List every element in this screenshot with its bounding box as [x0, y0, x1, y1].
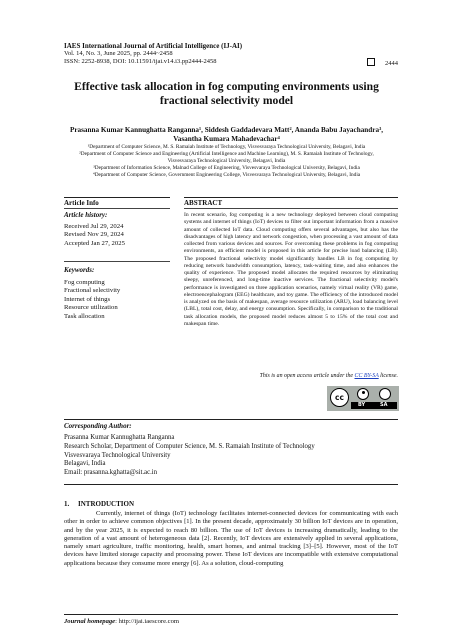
page-number-block [367, 58, 398, 67]
cc-by-sa-badge[interactable] [327, 386, 399, 411]
authors-line: Vasantha Kumara Mahadevachar⁴ [173, 135, 280, 143]
affiliation-line: ³Department of Information Science, Malnad College of Engineering, Visvesvaraya Technological University, Belagavi, India [93, 164, 360, 171]
keyword-item: Fractional selectivity [64, 287, 121, 295]
corresponding-line: Research Scholar, Department of Computer Science, M. S. Ramaiah Institute of Technology [64, 442, 315, 450]
homepage-url[interactable]: : http://ijai.iaescore.com [115, 618, 180, 625]
by-label: BY [358, 402, 366, 408]
square-icon [367, 58, 375, 66]
history-item: Revised Nov 29, 2024 [64, 231, 124, 239]
divider [64, 484, 398, 485]
divider [64, 419, 398, 420]
divider [64, 261, 170, 262]
share-alike-icon [379, 388, 391, 400]
affiliation-line: ²Department of Computer Science and Engineering (Artificial Intelligence and Machine Learning), M. S. Ramaiah Institute of Technology, [79, 150, 374, 157]
license-prefix: This is an open access article under the [259, 373, 355, 379]
history-item: Received Jul 29, 2024 [64, 223, 124, 230]
abstract-text: In recent scenario, fog computing is a new technology deployed between cloud computing systems and internet of things (IoT) devices to filter out important information from a massive amount of collected IoT data. Cloud computing offers several advantages, but also has the disadvantages of high latency and network congestion, when processing a vast amount of data collected from various devices and sources. For overcoming these problems in fog computing environments, an efficient model is proposed in this article for precise load balancing (LB). The proposed fractional selectivity model significantly handles LB in fog computing by reducing network bandwidth consumption, latency, task-waiting time, and also enhances the quality of experience. The proposed model allocates the required resources by eliminating sleepy, unreferenced, and long-time inactive services. The fractional selectivity model's performance is investigated on three application scenarios, namely virtual reality (VR) game, electroencephalogram (EEG) healthcare, and toy game. The efficiency of the introduced model is analyzed on the basis of makespan, average resource utilization (ARU), load balancing level (LBL), total cost, delay, and energy consumption. Specifically, in comparison to the traditional task allocation models, the proposed model reduces almost 5 to 15% of the total cost and makespan time. [184, 212, 398, 327]
license-suffix: license. [378, 373, 398, 379]
keyword-item: Fog computing [64, 279, 105, 286]
journal-header [64, 42, 242, 59]
keyword-item: Internet of things [64, 295, 111, 303]
section-heading: 1. INTRODUCTION [64, 500, 135, 508]
badge-strip [351, 402, 397, 409]
keywords-heading: Keywords: [64, 266, 95, 274]
affiliations [50, 144, 403, 179]
footer [64, 618, 179, 625]
license-link[interactable]: CC BY-SA [354, 373, 379, 379]
authors [50, 126, 403, 144]
introduction-text: Currently, internet of things (IoT) technology facilitates internet-connected devices for communicating with each other in order to achieve common objectives [1]. In the present decade, approximately 30 billion IoT devices are in operation, and by the year 2025, it is expected to reach 80 billion. The use of IoT devices is increasing dramatically, leading to the generation of a vast amount of heterogeneous data [2]. Recently, IoT devices are extensively applied in several applications, namely smart agriculture, traffic monitoring, health, smart homes, and animal tracking [3]–[5]. However, most of the IoT devices have limited storage capacity and processing power. These IoT devices are incompatible with extensive computational applications because they consume more energy [6]. As a solution, cloud-computing [64, 510, 398, 567]
keyword-item: Task allocation [64, 312, 105, 320]
volume-line: Vol. 14, No. 3, June 2025, pp. 2444~2458 [64, 50, 173, 58]
corresponding-line: Visvesvaraya Technological University [64, 451, 171, 459]
divider [64, 614, 398, 615]
corresponding-author [64, 434, 315, 478]
article-info-heading: Article Info [64, 199, 99, 207]
keyword-item: Resource utilization [64, 304, 118, 312]
affiliation-line: Visvesvaraya Technological University, Belagavi, India [167, 157, 286, 164]
person-icon [357, 388, 369, 400]
paper-title [40, 80, 413, 108]
article-history [64, 223, 125, 248]
corresponding-heading: Corresponding Author: [64, 422, 132, 430]
authors-line: Prasanna Kumar Kannughatta Ranganna¹, Siddesh Gaddadevara Matt², Ananda Babu Jayachandra³, [69, 126, 384, 134]
title-line: Effective task allocation in fog computing environments using [74, 80, 379, 93]
page-number: 2444 [385, 60, 398, 67]
license-line [184, 373, 398, 379]
divider [184, 208, 398, 209]
title-line: fractional selectivity model [159, 94, 294, 107]
corresponding-line: Prasanna Kumar Kannughatta Ranganna [64, 434, 175, 441]
cc-icon: cc [330, 388, 349, 407]
history-item: Accepted Jan 27, 2025 [64, 239, 125, 247]
homepage-label: Journal homepage [64, 618, 116, 625]
issn-line: ISSN: 2252-8938, DOI: 10.11591/ijai.v14.i3.pp2444-2458 [64, 58, 217, 65]
divider [64, 208, 170, 209]
abstract-heading: ABSTRACT [184, 199, 223, 207]
journal-name: IAES International Journal of Artificial Intelligence (IJ-AI) [64, 42, 243, 50]
affiliation-line: ¹Department of Computer Science, M. S. Ramaiah Institute of Technology, Visvesvaraya Technological University, Belagavi, India [87, 144, 366, 150]
divider [64, 197, 170, 198]
article-history-heading: Article history: [64, 211, 108, 219]
keywords-list [64, 279, 120, 321]
sa-label: SA [380, 402, 388, 408]
issn-row [64, 58, 398, 65]
divider [184, 197, 398, 198]
corresponding-line: Email: prasanna.kghatta@sit.ac.in [64, 469, 158, 477]
affiliation-line: ⁴Department of Computer Science, Government Engineering College, Visvesvaraya Technological University, Belagavi, India [92, 171, 361, 178]
corresponding-line: Belagavi, India [64, 460, 106, 468]
